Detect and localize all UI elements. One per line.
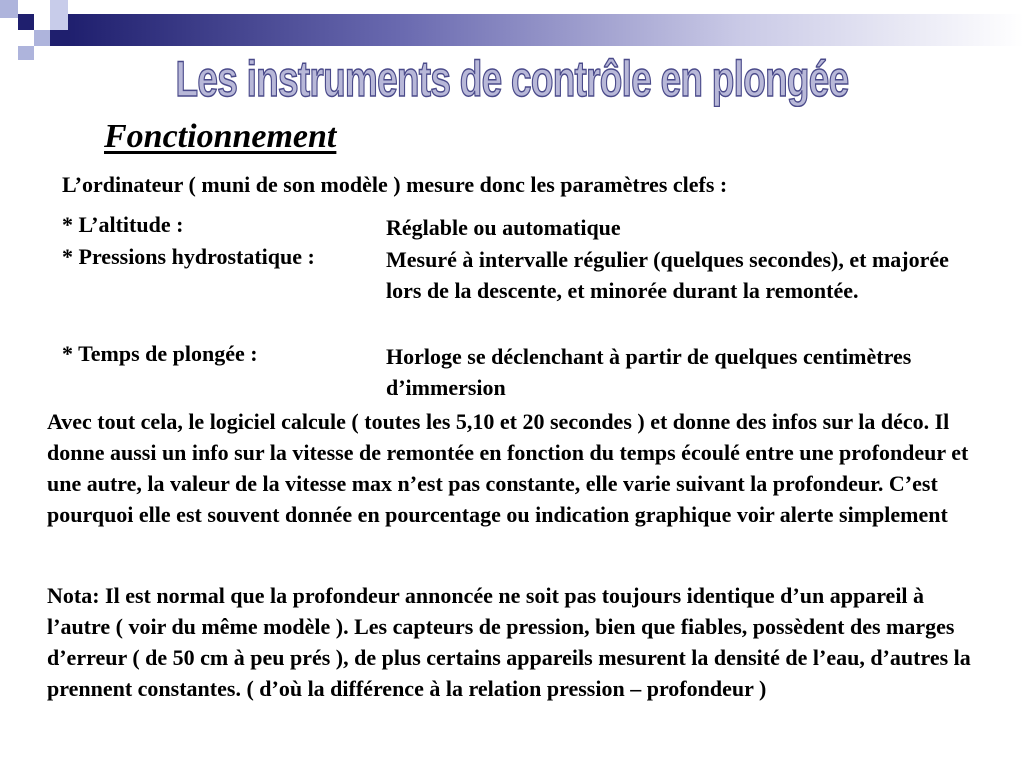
parameter-value: Réglable ou automatique	[386, 215, 621, 240]
deco-square	[0, 0, 18, 18]
parameter-label: * Pressions hydrostatique :	[62, 244, 315, 269]
deco-square	[50, 30, 68, 46]
deco-square	[34, 30, 50, 46]
parameter-value: Mesuré à intervalle régulier (quelques secondes), et majorée lors de la descente, et minorée durant la remontée.	[386, 247, 949, 303]
deco-square	[18, 46, 34, 60]
deco-square	[50, 0, 68, 30]
deco-square	[18, 14, 34, 30]
section-subtitle: Fonctionnement	[104, 118, 337, 155]
parameter-label: * L’altitude :	[62, 212, 184, 237]
page-title: Les instruments de contrôle en plongée	[175, 51, 849, 107]
intro-text: L’ordinateur ( muni de son modèle ) mesure donc les paramètres clefs :	[62, 172, 728, 197]
parameter-label: * Temps de plongée :	[62, 341, 258, 366]
header-gradient-bar	[68, 14, 1024, 46]
paragraph-nota: Nota: Il est normal que la profondeur annoncée ne soit pas toujours identique d’un appareil à l’autre ( voir du même modèle ). Les capteurs de pression, bien que fiables, possèdent des marges d’erreur ( de 50 cm à peu prés ), de plus certains appareils mesurent la densité de l’eau, d’autres la prennent constantes. ( d’où la différence à la relation pression – profondeur )	[47, 583, 971, 701]
parameter-value: Horloge se déclenchant à partir de quelques centimètres d’immersion	[386, 344, 912, 400]
paragraph-calculation: Avec tout cela, le logiciel calcule ( toutes les 5,10 et 20 secondes ) et donne des infos sur la déco. Il donne aussi un info sur la vitesse de remontée en fonction du temps écoulé entre une profondeur et une autre, la valeur de la vitesse max n’est pas constante, elle varie suivant la profondeur. C’est pourquoi elle est souvent donnée en pourcentage ou indication graphique voir alerte simplement	[47, 409, 969, 527]
